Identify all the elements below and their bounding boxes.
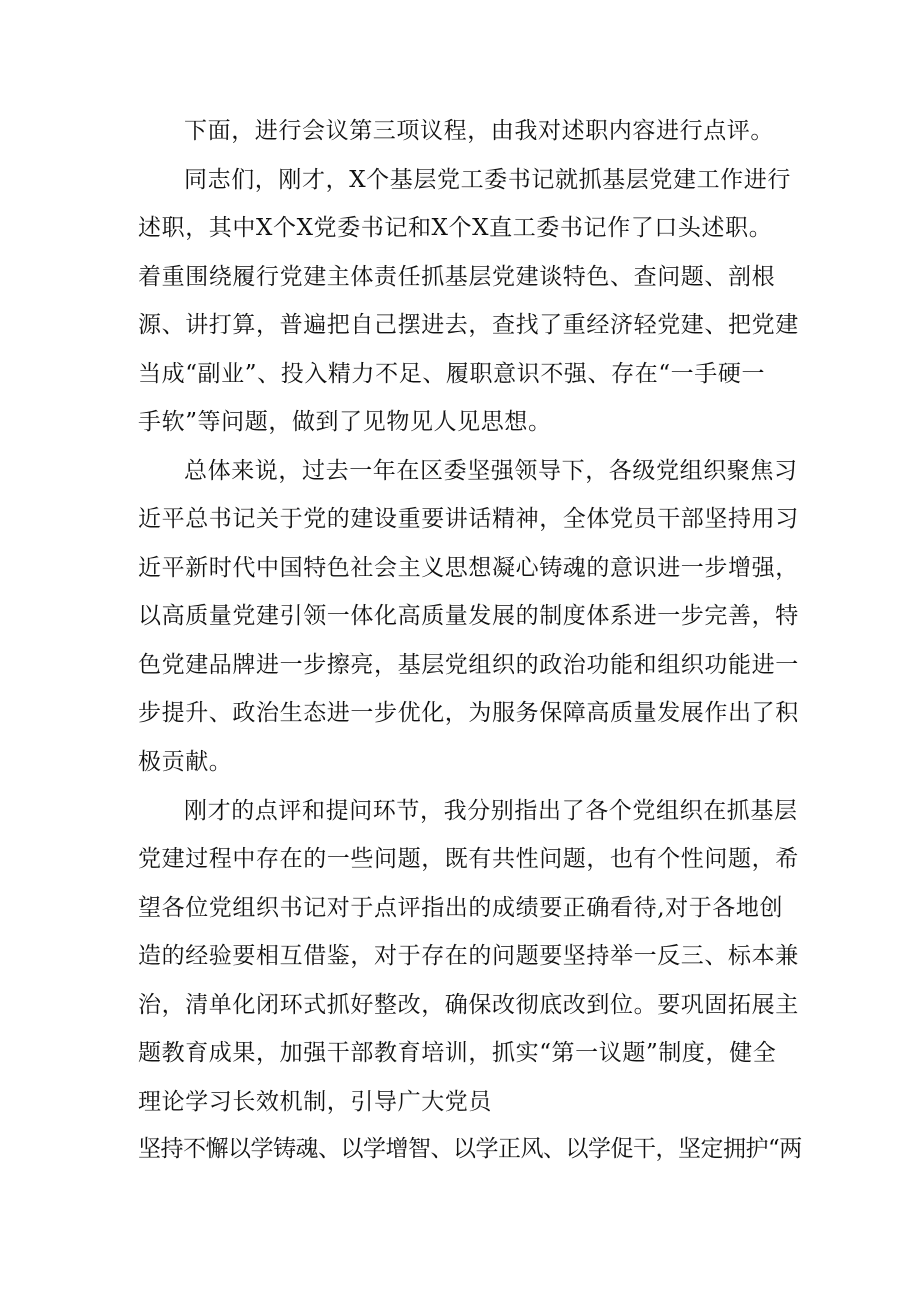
paragraph-4-line-4: 造的经验要相互借鉴，对于存在的问题要坚持举一反三、标本兼 xyxy=(138,943,799,969)
paragraph-3-line-6: 步提升、政治生态进一步优化，为服务保障高质量发展作出了积 xyxy=(138,700,799,726)
paragraph-2-line-5: 当成“副业”、投入精力不足、履职意识不强、存在“一手硬一 xyxy=(138,361,766,387)
paragraph-2-line-4: 源、讲打算，普遍把自己摆进去，查找了重经济轻党建、把党建 xyxy=(138,312,799,338)
paragraph-3-line-4: 以高质量党建引领一体化高质量发展的制度体系进一步完善，特 xyxy=(138,603,799,629)
paragraph-4-line-6: 题教育成果，加强干部教育培训，抓实“第一议题”制度，健全 xyxy=(138,1040,777,1066)
paragraph-5-line-1: 坚持不懈以学铸魂、以学增智、以学正风、以学促干，坚定拥护“两 xyxy=(138,1136,802,1162)
paragraph-4-line-2: 党建过程中存在的一些问题，既有共性问题，也有个性问题，希 xyxy=(138,846,799,872)
paragraph-3-line-3: 近平新时代中国特色社会主义思想凝心铸魂的意识进一步增强， xyxy=(138,555,799,581)
paragraph-2-line-3: 着重围绕履行党建主体责任抓基层党建谈特色、查问题、剖根 xyxy=(138,264,776,290)
paragraph-4-line-3: 望各位党组织书记对于点评指出的成绩要正确看待,对于各地创 xyxy=(138,895,784,921)
paragraph-3-line-5: 色党建品牌进一步擦亮，基层党组织的政治功能和组织功能进一 xyxy=(138,652,799,678)
paragraph-2-line-2: 述职，其中X个X党委书记和X个X直工委书记作了口头述职。 xyxy=(138,215,773,241)
paragraph-3-line-1: 总体来说，过去一年在区委坚强领导下，各级党组织聚焦习 xyxy=(184,458,798,484)
paragraph-2-line-1: 同志们，刚才，X个基层党工委书记就抓基层党建工作进行 xyxy=(184,167,791,193)
paragraph-4-line-1: 刚才的点评和提问环节，我分别指出了各个党组织在抓基层 xyxy=(184,798,798,824)
paragraph-4-line-7: 理论学习长效机制，引导广大党员 xyxy=(138,1089,492,1115)
paragraph-3-line-7: 极贡献。 xyxy=(138,749,233,775)
paragraph-3-line-2: 近平总书记关于党的建设重要讲话精神，全体党员干部坚持用习 xyxy=(138,506,799,532)
paragraph-4-line-5: 治，清单化闭环式抓好整改，确保改彻底改到位。要巩固拓展主 xyxy=(138,992,799,1018)
paragraph-2-line-6: 手软”等问题，做到了见物见人见思想。 xyxy=(138,409,552,435)
paragraph-1-line-1: 下面，进行会议第三项议程，由我对述职内容进行点评。 xyxy=(184,118,774,144)
